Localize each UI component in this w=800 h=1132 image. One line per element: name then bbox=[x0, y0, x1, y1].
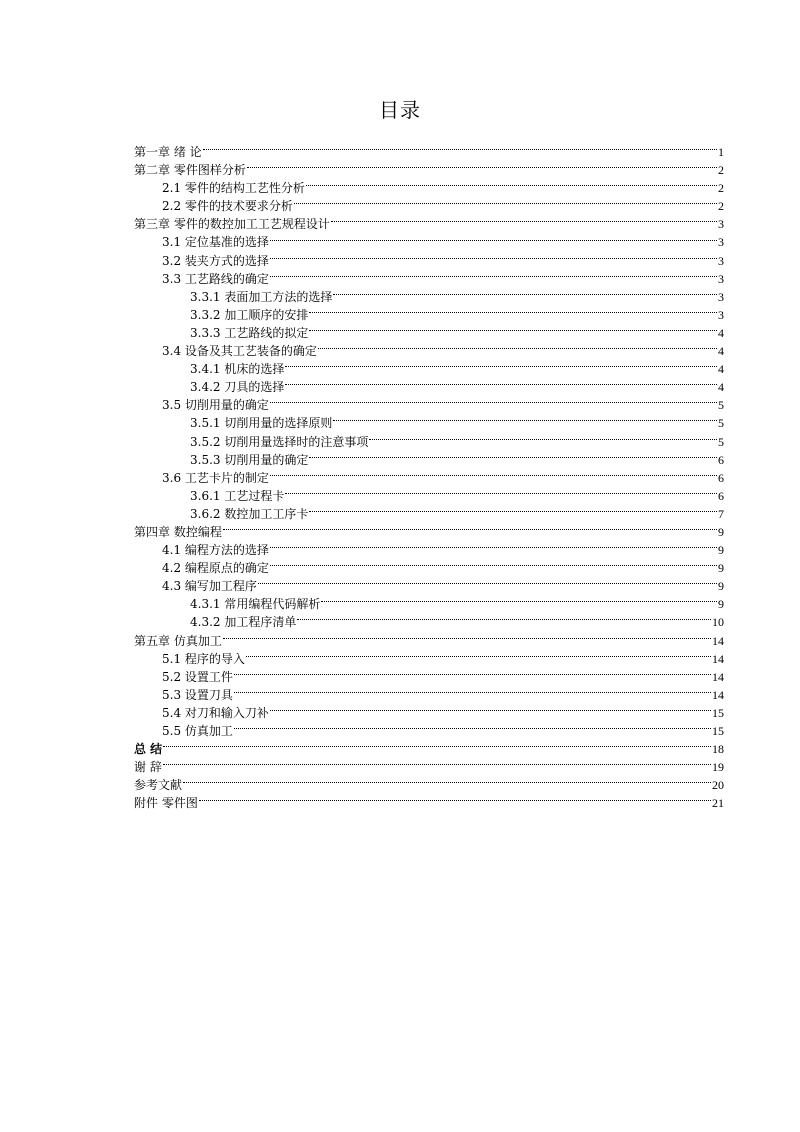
toc-entry-label: 附件 零件图 bbox=[134, 796, 198, 811]
toc-entry-label: 5.5 仿真加工 bbox=[162, 724, 233, 738]
toc-entry-label: 3.6.1 工艺过程卡 bbox=[190, 488, 285, 503]
toc-entry[interactable] bbox=[134, 233, 724, 251]
toc-dot-leader bbox=[285, 383, 717, 385]
toc-entry-label: 3.3.3 工艺路线的拟定 bbox=[190, 325, 309, 340]
toc-dot-leader bbox=[306, 184, 717, 186]
toc-entry-label: 2.1 零件的结构工艺性分析 bbox=[162, 181, 305, 196]
toc-entry[interactable] bbox=[134, 740, 724, 758]
toc-page-number: 9 bbox=[718, 543, 724, 558]
toc-page-number: 3 bbox=[718, 217, 724, 232]
toc-dot-leader bbox=[309, 311, 717, 313]
toc-page-number: 15 bbox=[712, 705, 724, 720]
toc-entry[interactable] bbox=[134, 215, 724, 233]
toc-entry-label: 3.4 设备及其工艺装备的确定 bbox=[162, 344, 317, 359]
toc-dot-leader bbox=[309, 510, 717, 512]
toc-dot-leader bbox=[163, 745, 711, 747]
toc-dot-leader bbox=[333, 293, 717, 295]
toc-dot-leader bbox=[247, 166, 717, 168]
toc-entry[interactable] bbox=[134, 360, 724, 378]
toc-page-number: 6 bbox=[718, 452, 724, 467]
toc-page-number: 3 bbox=[718, 307, 724, 322]
toc-dot-leader bbox=[369, 438, 717, 440]
toc-entry-label: 3.6 工艺卡片的制定 bbox=[162, 470, 269, 485]
toc-entry[interactable] bbox=[134, 541, 724, 559]
toc-dot-leader bbox=[258, 582, 717, 584]
toc-entry[interactable] bbox=[134, 433, 724, 451]
toc-dot-leader bbox=[294, 202, 717, 204]
toc-page-number: 15 bbox=[712, 724, 724, 738]
toc-entry-label: 3.6.2 数控加工工序卡 bbox=[190, 506, 309, 521]
toc-page-number: 9 bbox=[718, 524, 724, 539]
toc-dot-leader bbox=[270, 275, 717, 277]
toc-page-number: 5 bbox=[718, 416, 724, 431]
toc-page-number: 2 bbox=[718, 181, 724, 196]
toc-page-number: 19 bbox=[712, 760, 724, 775]
toc-dot-leader bbox=[297, 618, 711, 620]
toc-entry[interactable] bbox=[134, 487, 724, 505]
toc-entry[interactable] bbox=[134, 523, 724, 541]
toc-page-number: 9 bbox=[718, 561, 724, 576]
toc-dot-leader bbox=[223, 637, 711, 639]
toc-entry[interactable] bbox=[134, 342, 724, 360]
toc-entry-label: 第四章 数控编程 bbox=[134, 524, 222, 539]
toc-entry[interactable] bbox=[134, 505, 724, 523]
toc-dot-leader bbox=[318, 347, 717, 349]
toc-dot-leader bbox=[270, 401, 717, 403]
toc-entry[interactable] bbox=[134, 559, 724, 577]
toc-entry[interactable] bbox=[134, 613, 724, 631]
toc-entry-label: 总 结 bbox=[134, 742, 163, 757]
toc-page-number: 6 bbox=[718, 470, 724, 485]
toc-dot-leader bbox=[163, 763, 711, 765]
toc-entry[interactable] bbox=[134, 324, 724, 342]
toc-entry[interactable] bbox=[134, 161, 724, 179]
toc-dot-leader bbox=[234, 691, 711, 693]
toc-dot-leader bbox=[234, 673, 711, 675]
toc-page-number: 3 bbox=[718, 271, 724, 286]
toc-entry-label: 5.1 程序的导入 bbox=[162, 651, 245, 666]
toc-page-number: 2 bbox=[718, 163, 724, 178]
toc-entry-label: 3.5.3 切削用量的确定 bbox=[190, 452, 309, 467]
toc-page-number: 9 bbox=[718, 597, 724, 612]
toc-dot-leader bbox=[285, 492, 717, 494]
toc-entry[interactable] bbox=[134, 794, 724, 812]
toc-entry-label: 4.3 编写加工程序 bbox=[162, 579, 257, 594]
toc-dot-leader bbox=[234, 727, 711, 729]
toc-entry-label: 5.3 设置刀具 bbox=[162, 687, 233, 702]
toc-page-number: 18 bbox=[712, 742, 724, 757]
toc-page-number: 2 bbox=[718, 199, 724, 214]
toc-entry-label: 3.3.1 表面加工方法的选择 bbox=[190, 289, 333, 304]
toc-entry[interactable] bbox=[134, 722, 724, 740]
toc-entry-label: 3.5.1 切削用量的选择原则 bbox=[190, 416, 333, 431]
toc-entry[interactable] bbox=[134, 704, 724, 722]
toc-entry-label: 参考文献 bbox=[134, 778, 183, 793]
toc-entry-label: 3.1 定位基准的选择 bbox=[162, 235, 269, 250]
toc-entry[interactable] bbox=[134, 197, 724, 215]
toc-dot-leader bbox=[309, 329, 717, 331]
toc-page-number: 14 bbox=[712, 669, 724, 684]
toc-page-number: 20 bbox=[712, 778, 724, 793]
toc-dot-leader bbox=[183, 781, 711, 783]
toc-entry[interactable] bbox=[134, 632, 724, 650]
toc-dot-leader bbox=[285, 365, 717, 367]
toc-dot-leader bbox=[333, 419, 717, 421]
toc-entry-label: 第三章 零件的数控加工工艺规程设计 bbox=[134, 217, 330, 232]
toc-entry-label: 5.4 对刀和输入刀补 bbox=[162, 705, 269, 720]
toc-entry[interactable] bbox=[134, 469, 724, 487]
toc-entry[interactable] bbox=[134, 595, 724, 613]
toc-entry[interactable] bbox=[134, 650, 724, 668]
toc-dot-leader bbox=[199, 799, 711, 801]
toc-entry[interactable] bbox=[134, 776, 724, 794]
toc-dot-leader bbox=[270, 546, 717, 548]
toc-page-number: 14 bbox=[712, 687, 724, 702]
toc-entry-label: 3.3.2 加工顺序的安排 bbox=[190, 307, 309, 322]
toc-entry-label: 3.2 装夹方式的选择 bbox=[162, 253, 269, 268]
toc-page-number: 21 bbox=[712, 796, 724, 811]
toc-entry[interactable] bbox=[134, 396, 724, 414]
toc-entry[interactable] bbox=[134, 577, 724, 595]
toc-page-number: 4 bbox=[718, 362, 724, 377]
toc-page-number: 6 bbox=[718, 488, 724, 503]
toc-entry-label: 4.1 编程方法的选择 bbox=[162, 543, 269, 558]
toc-dot-leader bbox=[270, 709, 711, 711]
toc-entry[interactable] bbox=[134, 179, 724, 197]
toc-entry[interactable] bbox=[134, 758, 724, 776]
toc-entry[interactable] bbox=[134, 378, 724, 396]
toc-entry-label: 谢 辞 bbox=[134, 760, 162, 775]
toc-entry-label: 3.5 切削用量的确定 bbox=[162, 398, 269, 413]
toc-page-number: 3 bbox=[718, 289, 724, 304]
toc-entry-label: 3.4.1 机床的选择 bbox=[190, 362, 285, 377]
toc-dot-leader bbox=[203, 148, 717, 150]
toc-entry-label: 4.2 编程原点的确定 bbox=[162, 561, 269, 576]
toc-page-number: 3 bbox=[718, 253, 724, 268]
toc-dot-leader bbox=[321, 600, 717, 602]
toc-page-number: 14 bbox=[712, 633, 724, 648]
toc-page-number: 1 bbox=[718, 145, 724, 159]
toc-entry-label: 第五章 仿真加工 bbox=[134, 633, 222, 648]
toc-dot-leader bbox=[270, 239, 717, 241]
toc-page-number: 3 bbox=[718, 235, 724, 250]
toc-page-number: 5 bbox=[718, 434, 724, 449]
toc-page-number: 7 bbox=[718, 506, 724, 521]
toc-entry-label: 4.3.2 加工程序清单 bbox=[190, 615, 297, 630]
table-of-contents bbox=[134, 143, 724, 812]
page-title: 目录 bbox=[379, 98, 421, 122]
toc-entry-label: 3.4.2 刀具的选择 bbox=[190, 380, 285, 395]
toc-dot-leader bbox=[246, 655, 711, 657]
toc-entry-label: 3.5.2 切削用量选择时的注意事项 bbox=[190, 434, 369, 449]
toc-page-number: 14 bbox=[712, 651, 724, 666]
toc-entry-label: 2.2 零件的技术要求分析 bbox=[162, 199, 293, 214]
toc-entry[interactable] bbox=[134, 668, 724, 686]
toc-page-number: 4 bbox=[718, 344, 724, 359]
toc-entry[interactable] bbox=[134, 252, 724, 270]
toc-page-number: 10 bbox=[712, 615, 724, 630]
toc-entry[interactable] bbox=[134, 270, 724, 288]
toc-dot-leader bbox=[270, 257, 717, 259]
toc-entry[interactable] bbox=[134, 686, 724, 704]
toc-dot-leader bbox=[270, 474, 717, 476]
toc-entry-label: 3.3 工艺路线的确定 bbox=[162, 271, 269, 286]
toc-dot-leader bbox=[223, 528, 717, 530]
toc-entry-label: 4.3.1 常用编程代码解析 bbox=[190, 597, 321, 612]
toc-entry[interactable] bbox=[134, 414, 724, 432]
toc-entry[interactable] bbox=[134, 451, 724, 469]
toc-dot-leader bbox=[270, 564, 717, 566]
toc-page-number: 4 bbox=[718, 380, 724, 395]
toc-page-number: 9 bbox=[718, 579, 724, 594]
toc-dot-leader bbox=[309, 456, 717, 458]
toc-page-number: 4 bbox=[718, 325, 724, 340]
toc-page-number: 5 bbox=[718, 398, 724, 413]
toc-entry-label: 第一章 绪 论 bbox=[134, 145, 202, 159]
toc-entry[interactable] bbox=[134, 288, 724, 306]
toc-entry-label: 5.2 设置工件 bbox=[162, 669, 233, 684]
toc-entry[interactable] bbox=[134, 143, 724, 161]
toc-entry-label: 第二章 零件图样分析 bbox=[134, 163, 246, 178]
toc-dot-leader bbox=[331, 220, 717, 222]
toc-entry[interactable] bbox=[134, 306, 724, 324]
